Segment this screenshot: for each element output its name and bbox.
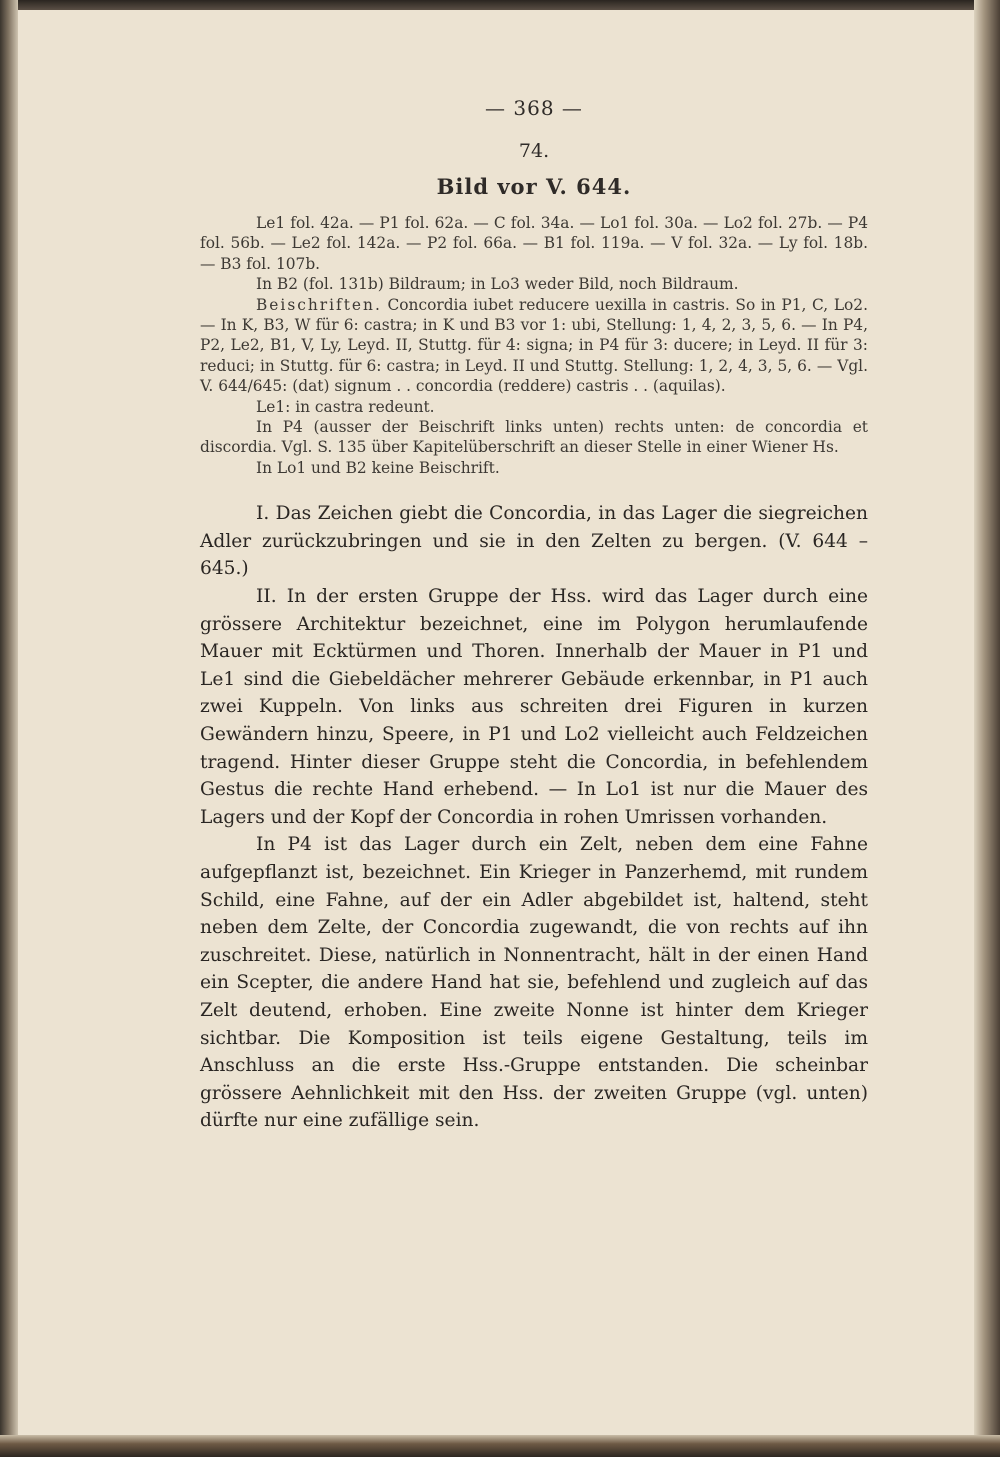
beischriften-paragraph	[200, 295, 868, 397]
page-number: — 368 —	[485, 96, 583, 120]
p4-note: In P4 (ausser der Beischrift links unten) rechts unten: de concordia et discordia. Vgl. S. 135 über Kapitelüberschrift an dieser Stelle in einer Wiener Hs.	[200, 418, 868, 457]
le1-note: Le1: in castra redeunt.	[256, 397, 435, 416]
binding-edge	[0, 0, 18, 1457]
paragraph-1: I. Das Zeichen giebt die Concordia, in das Lager die siegreichen Adler zurückzubringen und sie in den Zelten zu bergen. (V. 644 – 645.)	[200, 503, 868, 580]
bildraum-note: In B2 (fol. 131b) Bildraum; in Lo3 weder Bild, noch Bildraum.	[256, 275, 739, 294]
page-top-edge	[0, 0, 1000, 10]
sources-list: Le1 fol. 42a. — P1 fol. 62a. — C fol. 34a. — Lo1 fol. 30a. — Lo2 fol. 27b. — P4 fol. 56b. — Le2 fol. 142a. — P2 fol. 66a. — B1 fol. 119a. — V fol. 32a. — Ly fol. 18b. — B3 fol. 107b.	[200, 214, 868, 273]
apparatus-notes	[200, 213, 868, 478]
page-bottom-edge	[0, 1435, 1000, 1457]
lo1-note: In Lo1 und B2 keine Beischrift.	[256, 458, 500, 477]
page-content	[200, 96, 868, 1135]
section-title: Bild vor V. 644.	[436, 174, 632, 199]
page-right-edge	[974, 0, 1000, 1457]
paragraph-2: II. In der ersten Gruppe der Hss. wird das Lager durch eine grössere Architektur bezeichnet, eine im Polygon herumlaufende Mauer mit Ecktürmen und Thoren. Innerhalb der Mauer in P1 und Le1 sind die Giebeldächer mehrerer Gebäude erkennbar, in P1 auch zwei Kuppeln. Von links aus schreiten drei Figuren in kurzen Gewändern hinzu, Speere, in P1 und Lo2 vielleicht auch Feldzeichen tragend. Hinter dieser Gruppe steht die Concordia, in befehlendem Gestus die rechte Hand erhebend. — In Lo1 ist nur die Mauer des Lagers und der Kopf der Concordia in rohen Umrissen vorhanden.	[200, 586, 868, 828]
paragraph-3: In P4 ist das Lager durch ein Zelt, neben dem eine Fahne aufgepflanzt ist, bezeichnet. Ein Krieger in Panzerhemd, mit rundem Schild, eine Fahne, auf der ein Adler abgebildet ist, haltend, steht neben dem Zelte, der Concordia zugewandt, die von rechts auf ihn zuschreitet. Diese, natürlich in Nonnentracht, hält in der einen Hand ein Scepter, die andere Hand hat sie, befehlend und zugleich auf das Zelt deutend, erhoben. Eine zweite Nonne ist hinter dem Krieger sichtbar. Die Komposition ist teils eigene Gestaltung, teils im Anschluss an die erste Hss.-Gruppe entstanden. Die scheinbar grössere Aehnlichkeit mit den Hss. der zweiten Gruppe (vgl. unten) dürfte nur eine zufällige sein.	[200, 834, 868, 1132]
beischriften-text: Concordia iubet reducere uexilla in castris. So in P1, C, Lo2. — In K, B3, W für 6: castra; in K und B3 vor 1: ubi, Stellung: 1, 4, 2, 3, 5, 6. — In P4, P2, Le2, B1, V, Ly, Leyd. II, Stuttg. für 4: signa; in P4 für 3: ducere; in Leyd. II für 3: reduci; in Stuttg. für 6: castra; in Leyd. II und Stuttg. Stellung: 1, 2, 4, 3, 5, 6. — Vgl. V. 644/645: (dat) signum . . concordia (reddere) castris . . (aquilas).	[200, 295, 868, 396]
section-number: 74.	[518, 140, 550, 162]
beischriften-heading: Beischriften.	[256, 295, 382, 314]
main-text	[200, 500, 868, 1135]
